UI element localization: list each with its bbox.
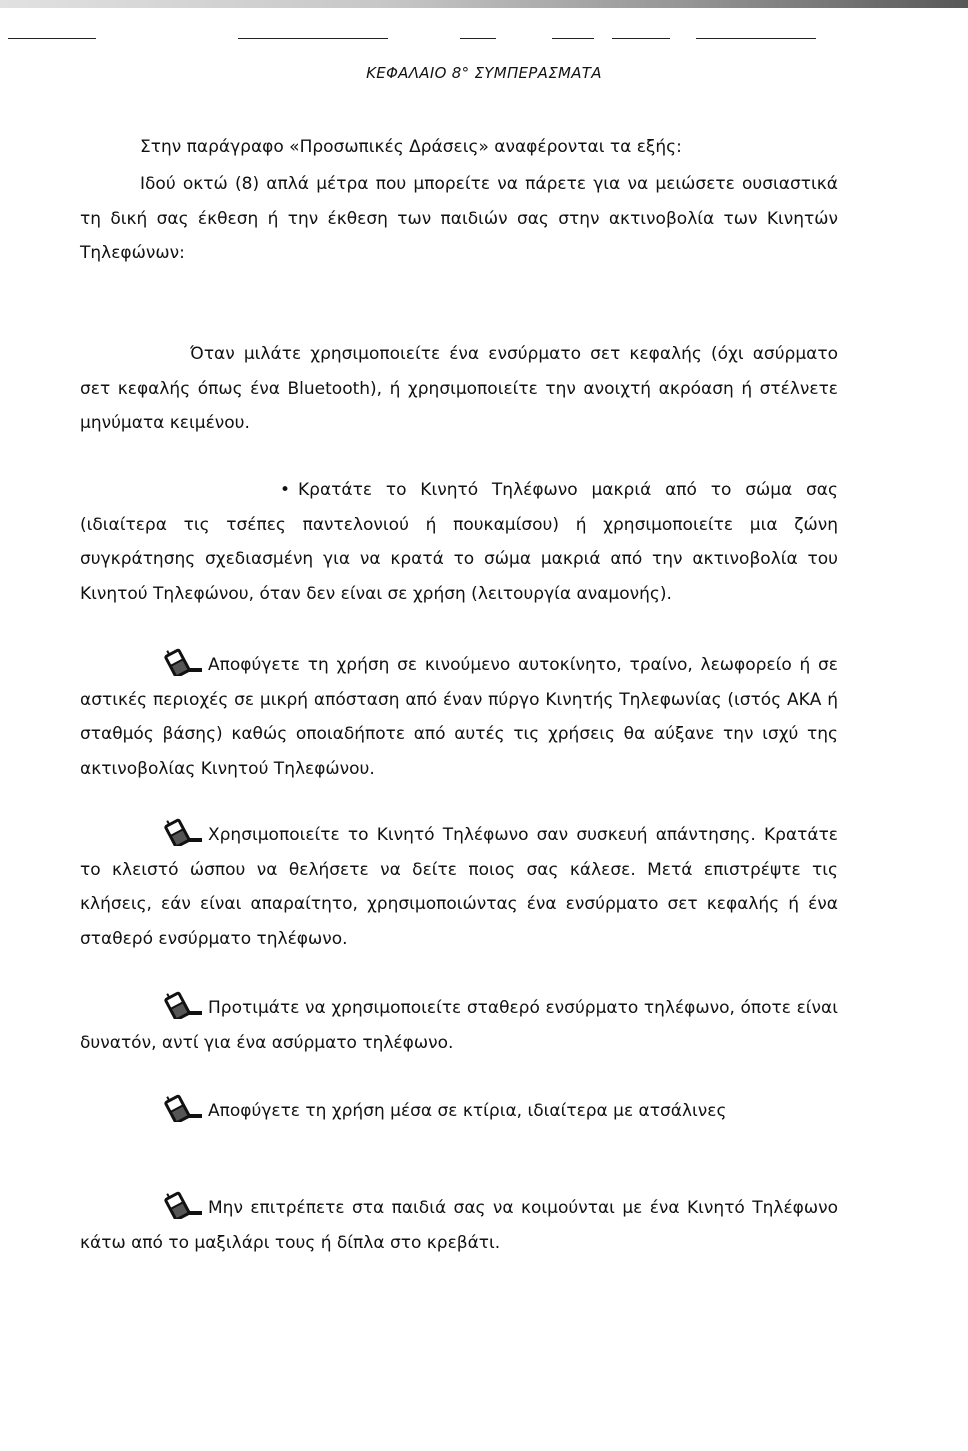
scan-rule (696, 38, 816, 39)
measure-item-text: Αποφύγετε τη χρήση μέσα σε κτίρια, ιδιαίτερα με ατσάλινες (208, 1101, 727, 1121)
mobile-phone-icon (160, 1189, 204, 1219)
mobile-phone-icon (160, 816, 204, 846)
measure-item-text: Χρησιμοποιείτε το Κινητό Τηλέφωνο σαν συσκευή απάντησης. Κρατάτε το κλειστό ώσπου να θελήσετε να δείτε ποιος σας κάλεσε. Μετά επιστρέψτε τις κλήσεις, εάν είναι απαραίτητο, χρησιμοποιώντας ένα ενσύρματο σετ κεφαλής ή ένα σταθερό ενσύρματο τηλέφωνο. (80, 825, 838, 949)
intro-line: Στην παράγραφο «Προσωπικές Δράσεις» αναφέρονται τα εξής: (140, 137, 682, 157)
scan-rule (460, 38, 496, 39)
measure-item-text: Όταν μιλάτε χρησιμοποιείτε ένα ενσύρματο σετ κεφαλής (όχι ασύρματο σετ κεφαλής όπως ένα Bluetooth), ή χρησιμοποιείτε την ανοιχτή ακρόαση ή στέλνετε μηνύματα κειμένου. (80, 344, 838, 434)
measure-item-text: Αποφύγετε τη χρήση σε κινούμενο αυτοκίνητο, τραίνο, λεωφορείο ή σε αστικές περιοχές σε μικρή απόσταση από έναν πύργο Κινητής Τηλεφωνίας (ιστός ΑΚΑ ή σταθμός βάσης) καθώς οποιαδήποτε από αυτές τις χρήσεις θα αύξανε την ισχύ της ακτινοβολίας Κινητού Τηλεφώνου. (80, 655, 838, 779)
measure-item-text: Κρατάτε το Κινητό Τηλέφωνο μακριά από το σώμα σας (ιδιαίτερα τις τσέπες παντελονιού ή πουκαμίσου) ή χρησιμοποιείτε μια ζώνη συγκράτησης σχεδιασμένη για να κρατά το σώμα μακριά από την ακτινοβολία του Κινητού Τηλεφώνου, όταν δεν είναι σε χρήση (λειτουργία αναμονής). (80, 480, 838, 604)
scan-rule (238, 38, 388, 39)
measure-item-1 (80, 337, 838, 441)
measure-item-7 (80, 1189, 838, 1260)
scan-artifact-top (0, 0, 968, 8)
bullet-mark: • (280, 480, 291, 500)
intro-paragraph: Ιδού οκτώ (8) απλά μέτρα που μπορείτε να πάρετε για να μειώσετε ουσιαστικά τη δική σας έκθεση ή την έκθεση των παιδιών σας στην ακτινοβολία των Κινητών Τηλεφώνων: (80, 174, 838, 264)
measure-item-3 (80, 646, 838, 786)
mobile-phone-icon (160, 989, 204, 1019)
scan-rule (552, 38, 594, 39)
mobile-phone-icon (160, 1092, 204, 1122)
chapter-header: ΚΕΦΑΛΑΙΟ 8° ΣΥΜΠΕΡΑΣΜΑΤΑ (366, 64, 602, 82)
measure-item-4 (80, 816, 838, 956)
scan-rule (8, 38, 96, 39)
mobile-phone-icon (160, 646, 204, 676)
measure-item-text: Μην επιτρέπετε στα παιδιά σας να κοιμούνται με ένα Κινητό Τηλέφωνο κάτω από το μαξιλάρι τους ή δίπλα στο κρεβάτι. (80, 1198, 838, 1253)
scan-rule (612, 38, 670, 39)
measure-item-5 (80, 989, 838, 1060)
measure-item-6 (80, 1092, 838, 1129)
measure-item-text: Προτιμάτε να χρησιμοποιείτε σταθερό ενσύρματο τηλέφωνο, όποτε είναι δυνατόν, αντί για ένα ασύρματο τηλέφωνο. (80, 998, 838, 1053)
measure-item-2 (80, 473, 838, 611)
